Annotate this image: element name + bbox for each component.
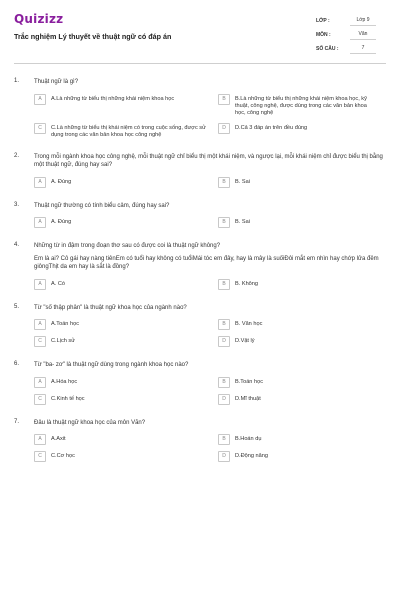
- option-letter-box: A: [34, 377, 46, 388]
- question-passage: Em là ai? Cô gái hay nàng tiênEm có tuổi hay không có tuổiMái tóc em đây, hay là mây là suốiĐôi mắt em nhìn hay chớp lửa đêm giôngThịt da em hay là sắt là đồng?: [34, 255, 379, 270]
- option-letter-box: A: [34, 94, 46, 105]
- meta-grade-label: LỚP :: [316, 18, 330, 24]
- question-number: 5.: [14, 303, 20, 310]
- option-letter-box: B: [218, 434, 230, 445]
- option-letter-box: B: [218, 94, 230, 105]
- answer-option-a[interactable]: [34, 177, 216, 188]
- option-letter-box: A: [34, 279, 46, 290]
- option-letter-box: B: [218, 319, 230, 330]
- answer-option-c[interactable]: [34, 123, 216, 139]
- answer-options: [34, 377, 386, 405]
- answer-options: [34, 94, 386, 139]
- meta-count-label: SỐ CÂU :: [316, 46, 339, 52]
- option-letter-box: C: [34, 394, 46, 405]
- question-6: [14, 361, 386, 405]
- answer-options: [34, 434, 386, 462]
- option-letter-box: B: [218, 217, 230, 228]
- meta-count: [316, 42, 376, 56]
- question-number: 3.: [14, 201, 20, 208]
- question-list: [14, 64, 386, 462]
- option-text: D.Mĩ thuật: [235, 395, 261, 402]
- answer-option-a[interactable]: [34, 377, 216, 388]
- option-text: D.Động năng: [235, 453, 268, 459]
- option-text: D.Vật lý: [235, 338, 255, 344]
- option-text: A.Là những từ biểu thị những khái niệm khoa học: [51, 95, 175, 102]
- question-3: [14, 202, 386, 229]
- option-letter-box: C: [34, 123, 46, 134]
- option-letter-box: D: [218, 394, 230, 405]
- answer-option-a[interactable]: [34, 279, 216, 290]
- option-letter-box: D: [218, 451, 230, 462]
- option-text: A. Có: [51, 280, 65, 287]
- meta-subject: [316, 28, 376, 42]
- option-text: B. Văn học: [235, 321, 263, 327]
- option-letter-box: C: [34, 451, 46, 462]
- answer-option-a[interactable]: [34, 94, 216, 117]
- answer-option-c[interactable]: [34, 336, 216, 347]
- option-letter-box: A: [34, 434, 46, 445]
- answer-options: [34, 279, 386, 290]
- question-text: Thuật ngữ là gì?: [34, 79, 79, 85]
- option-letter-box: B: [218, 177, 230, 188]
- question-text: Thuật ngữ thường có tính biểu cảm, đúng hay sai?: [34, 202, 170, 209]
- question-number: 6.: [14, 361, 20, 367]
- question-text: Đâu là thuật ngữ khoa học của môn Văn?: [34, 419, 146, 426]
- option-letter-box: D: [218, 123, 230, 134]
- quiz-title: Trắc nghiệm Lý thuyết về thuật ngữ có đáp án: [14, 32, 172, 41]
- option-letter-box: A: [34, 177, 46, 188]
- option-text: C.Kinh tế học: [51, 395, 85, 402]
- option-text: B. Không: [235, 280, 259, 287]
- option-text: B.Toán học: [235, 378, 263, 385]
- option-text: B. Sai: [235, 178, 250, 185]
- option-text: C.Lịch sử: [51, 338, 75, 344]
- option-text: D.Cả 3 đáp án trên đều đúng: [235, 124, 308, 131]
- meta-grade-value: Lớp 9: [350, 17, 376, 26]
- option-text: A.Hóa học: [51, 378, 78, 385]
- option-text: C.Cơ học: [51, 453, 75, 459]
- option-letter-box: B: [218, 279, 230, 290]
- question-text: Từ "số thập phân" là thuật ngữ khoa học của ngành nào?: [34, 304, 187, 311]
- option-text: B.Là những từ biểu thị những khái niệm khoa học, kỹ thuật, công nghệ, được dùng trong các văn bản khoa học, công nghệ: [235, 95, 367, 116]
- meta-subject-value: Văn: [350, 31, 376, 40]
- meta-grade: [316, 14, 376, 28]
- answer-options: [34, 319, 386, 347]
- option-text: A. Đúng: [51, 219, 72, 225]
- answer-option-b[interactable]: [218, 279, 370, 290]
- answer-option-b[interactable]: [218, 434, 370, 445]
- question-number: 7.: [14, 418, 20, 425]
- answer-option-a[interactable]: [34, 434, 216, 445]
- answer-option-d[interactable]: [218, 451, 370, 462]
- quiz-meta: [316, 14, 376, 56]
- option-letter-box: B: [218, 377, 230, 388]
- question-number: 2.: [14, 152, 20, 159]
- option-text: B. Sai: [235, 219, 250, 225]
- question-text: Trong mỗi ngành khoa học công nghệ, mỗi thuật ngữ chỉ biểu thị một khái niệm, và ngược lại, mỗi khái niệm chỉ được biểu thị bằng một thuật ngữ, đúng hay sai?: [34, 153, 383, 168]
- question-2: [14, 153, 386, 188]
- answer-option-c[interactable]: [34, 394, 216, 405]
- answer-options: [34, 177, 386, 188]
- answer-option-b[interactable]: [218, 217, 370, 228]
- option-text: C.Là những từ biểu thị khái niệm có trong cuộc sống, được sử dụng trong các văn bản khoa học công nghệ: [51, 124, 206, 138]
- option-letter-box: C: [34, 336, 46, 347]
- answer-option-b[interactable]: [218, 94, 370, 117]
- option-text: A.Toán học: [51, 321, 79, 327]
- meta-count-value: 7: [350, 45, 376, 54]
- option-letter-box: A: [34, 319, 46, 330]
- question-1: [14, 78, 386, 139]
- question-4: [14, 242, 386, 290]
- answer-option-a[interactable]: [34, 217, 216, 228]
- question-number: 1.: [14, 78, 20, 84]
- option-text: B.Hoán dụ: [235, 436, 262, 442]
- question-text: Những từ in đậm trong đoạn thơ sau có được coi là thuật ngữ không?: [34, 243, 221, 249]
- answer-option-b[interactable]: [218, 177, 370, 188]
- answer-option-d[interactable]: [218, 394, 370, 405]
- answer-options: [34, 217, 386, 228]
- question-5: [14, 304, 386, 348]
- option-text: A. Đúng: [51, 178, 72, 185]
- question-7: [14, 419, 386, 463]
- answer-option-d[interactable]: [218, 123, 370, 139]
- worksheet-header: [14, 0, 386, 64]
- question-text: Từ "ba- zơ" là thuật ngữ dùng trong ngành khoa học nào?: [34, 362, 189, 368]
- quizizz-logo: Quizizz: [14, 12, 64, 26]
- option-text: A.Axit: [51, 436, 66, 442]
- answer-option-a[interactable]: [34, 319, 216, 330]
- option-letter-box: D: [218, 336, 230, 347]
- answer-option-c[interactable]: [34, 451, 216, 462]
- option-letter-box: A: [34, 217, 46, 228]
- answer-option-b[interactable]: [218, 377, 370, 388]
- meta-subject-label: MÔN :: [316, 32, 331, 38]
- question-number: 4.: [14, 242, 20, 248]
- answer-option-b[interactable]: [218, 319, 370, 330]
- answer-option-d[interactable]: [218, 336, 370, 347]
